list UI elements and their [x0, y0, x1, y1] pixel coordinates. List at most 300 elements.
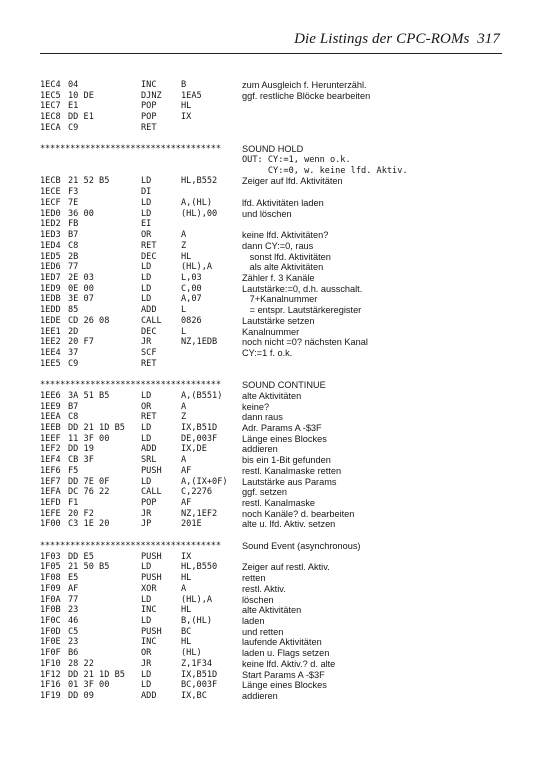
mnemonic: DI	[141, 187, 152, 198]
comment: keine?	[242, 401, 270, 412]
mnemonic: ADD	[141, 690, 157, 701]
mnemonic: LD	[141, 176, 152, 187]
comment: 7+Kanalnummer	[242, 294, 318, 305]
address: 1F0F	[40, 648, 61, 659]
listing-row	[40, 262, 510, 273]
operand: BC,003F	[181, 680, 218, 691]
hex-bytes: 46	[68, 615, 79, 626]
hex-bytes: 20 F2	[68, 508, 94, 519]
operand: HL	[181, 605, 192, 616]
section-title: SOUND CONTINUE	[242, 380, 326, 391]
listing-row	[40, 294, 510, 305]
comment: ggf. restliche Blöcke bearbeiten	[242, 90, 371, 101]
comment: löschen	[242, 594, 274, 605]
operand: A	[181, 455, 187, 466]
hex-bytes: 21 52 B5	[68, 176, 110, 187]
hex-bytes: DD E5	[68, 551, 94, 562]
mnemonic: JR	[141, 337, 152, 348]
comment: restl. Kanalmaske	[242, 498, 316, 509]
address: 1F0B	[40, 605, 61, 616]
address: 1ECF	[40, 197, 61, 208]
hex-bytes: F5	[68, 465, 79, 476]
listing-row	[40, 176, 510, 187]
operand: A,(IX+0F)	[181, 476, 228, 487]
comment: addieren	[242, 690, 278, 701]
address: 1EDE	[40, 315, 61, 326]
hex-bytes: C9	[68, 122, 79, 133]
listing-row	[40, 91, 510, 102]
header-rule	[40, 53, 502, 54]
listing-row	[40, 477, 510, 488]
address: 1ED3	[40, 230, 61, 241]
operand: (HL),A	[181, 594, 213, 605]
mnemonic: SRL	[141, 455, 157, 466]
listing-row	[40, 509, 510, 520]
comment: Lautstärke aus Params	[242, 476, 337, 487]
comment: CY:=0, w. keine lfd. Aktiv.	[242, 165, 408, 176]
address: 1F00	[40, 519, 61, 530]
operand: HL	[181, 251, 192, 262]
address: 1F05	[40, 562, 61, 573]
address: 1F0D	[40, 626, 61, 637]
address: 1ECE	[40, 187, 61, 198]
comment: Lautstärke:=0, d.h. ausschalt.	[242, 283, 363, 294]
operand: L	[181, 326, 187, 337]
address: 1EEF	[40, 433, 61, 444]
mnemonic: OR	[141, 401, 152, 412]
operand: IX	[181, 112, 192, 123]
hex-bytes: CD 26 08	[68, 315, 110, 326]
operand: Z,1F34	[181, 658, 213, 669]
listing-row	[40, 466, 510, 477]
comment: keine lfd. Aktiv.? d. alte	[242, 658, 336, 669]
mnemonic: LD	[141, 669, 152, 680]
address: 1EFE	[40, 508, 61, 519]
hex-bytes: 2E 03	[68, 272, 94, 283]
address: 1EE4	[40, 347, 61, 358]
comment: addieren	[242, 444, 278, 455]
address: 1EC4	[40, 80, 61, 90]
hex-bytes: 04	[68, 80, 79, 90]
comment: = entspr. Lautstärkeregister	[242, 305, 362, 316]
page-number: 317	[477, 31, 500, 47]
address: 1EF7	[40, 476, 61, 487]
address: 1EC8	[40, 112, 61, 123]
listing-row	[40, 359, 510, 370]
hex-bytes: E5	[68, 573, 79, 584]
listing-row	[40, 327, 510, 338]
listing-row	[40, 402, 510, 413]
address: 1EC7	[40, 101, 61, 112]
comment: alte Aktivitäten	[242, 605, 302, 616]
hex-bytes: CB 3F	[68, 455, 94, 466]
hex-bytes: 77	[68, 262, 79, 273]
comment: Kanalnummer	[242, 326, 300, 337]
mnemonic: DJNZ	[141, 90, 162, 101]
operand: NZ,1EDB	[181, 337, 218, 348]
comment: dann raus	[242, 412, 283, 423]
comment: alte Aktivitäten	[242, 390, 302, 401]
comment: als alte Aktivitäten	[242, 262, 324, 273]
operand: Z	[181, 412, 187, 423]
listing-row	[40, 198, 510, 209]
address: 1F0C	[40, 615, 61, 626]
comment: dann CY:=0, raus	[242, 240, 314, 251]
comment: restl. Kanalmaske retten	[242, 465, 342, 476]
listing-row	[40, 230, 510, 241]
listing-row	[40, 316, 510, 327]
mnemonic: INC	[141, 605, 157, 616]
listing-row	[40, 670, 510, 681]
address: 1EFD	[40, 498, 61, 509]
hex-bytes: B6	[68, 648, 79, 659]
running-header	[0, 31, 500, 48]
mnemonic: POP	[141, 101, 157, 112]
hex-bytes: 11 3F 00	[68, 433, 110, 444]
listing-row	[40, 391, 510, 402]
hex-bytes: 36 00	[68, 208, 94, 219]
address: 1ED6	[40, 262, 61, 273]
operand: C,2276	[181, 487, 213, 498]
comment: Länge eines Blockes	[242, 680, 327, 691]
comment: sonst lfd. Aktivitäten	[242, 251, 331, 262]
address: 1F16	[40, 680, 61, 691]
listing-row	[40, 680, 510, 691]
comment: lfd. Aktivitäten laden	[242, 197, 324, 208]
mnemonic: INC	[141, 80, 157, 90]
mnemonic: JR	[141, 508, 152, 519]
hex-bytes: DC 76 22	[68, 487, 110, 498]
listing-row	[40, 155, 510, 166]
comment: laufende Aktivitäten	[242, 637, 322, 648]
listing-row	[40, 627, 510, 638]
hex-bytes: 01 3F 00	[68, 680, 110, 691]
operand: (HL),A	[181, 262, 213, 273]
mnemonic: LD	[141, 433, 152, 444]
operand: AF	[181, 498, 192, 509]
operand: (HL)	[181, 648, 202, 659]
comment: retten	[242, 573, 266, 584]
listing-row	[40, 637, 510, 648]
address: 1EDB	[40, 294, 61, 305]
listing-row	[40, 337, 510, 348]
comment: keine lfd. Aktivitäten?	[242, 230, 329, 241]
mnemonic: LD	[141, 197, 152, 208]
address: 1ED4	[40, 240, 61, 251]
mnemonic: DEC	[141, 326, 157, 337]
mnemonic: LD	[141, 390, 152, 401]
comment: CY:=1 f. o.k.	[242, 347, 293, 358]
hex-bytes: DD 09	[68, 690, 94, 701]
listing-row	[40, 412, 510, 423]
mnemonic: RET	[141, 412, 157, 423]
separator-stars: ************************************	[40, 380, 221, 391]
section-heading-row	[40, 380, 510, 391]
comment: Zähler f. 3 Kanäle	[242, 272, 315, 283]
comment: Zeiger auf lfd. Aktivitäten	[242, 176, 343, 187]
mnemonic: INC	[141, 637, 157, 648]
hex-bytes: 21 50 B5	[68, 562, 110, 573]
mnemonic: DEC	[141, 251, 157, 262]
hex-bytes: DD 19	[68, 444, 94, 455]
listing-row	[40, 573, 510, 584]
listing-row	[40, 80, 510, 91]
address: 1ED0	[40, 208, 61, 219]
address: 1F19	[40, 690, 61, 701]
section-title: Sound Event (asynchronous)	[242, 540, 361, 551]
address: 1EE5	[40, 358, 61, 369]
operand: NZ,1EF2	[181, 508, 218, 519]
operand: A,(B551)	[181, 390, 223, 401]
hex-bytes: C3 1E 20	[68, 519, 110, 530]
listing-row	[40, 605, 510, 616]
listing-row	[40, 584, 510, 595]
mnemonic: XOR	[141, 583, 157, 594]
address: 1ECB	[40, 176, 61, 187]
mnemonic: ADD	[141, 444, 157, 455]
listing-row	[40, 659, 510, 670]
listing-row	[40, 273, 510, 284]
mnemonic: CALL	[141, 315, 162, 326]
listing-row	[40, 348, 510, 359]
assembly-listing	[40, 80, 510, 702]
mnemonic: PUSH	[141, 465, 162, 476]
mnemonic: LD	[141, 476, 152, 487]
operand: HL	[181, 573, 192, 584]
mnemonic: LD	[141, 272, 152, 283]
mnemonic: JP	[141, 519, 152, 530]
address: 1EE2	[40, 337, 61, 348]
operand: BC	[181, 626, 192, 637]
hex-bytes: 7E	[68, 197, 79, 208]
hex-bytes: 2B	[68, 251, 79, 262]
operand: (HL),00	[181, 208, 218, 219]
hex-bytes: AF	[68, 583, 79, 594]
hex-bytes: DD 7E 0F	[68, 476, 110, 487]
comment: OUT: CY:=1, wenn o.k.	[242, 155, 351, 166]
hex-bytes: B7	[68, 230, 79, 241]
listing-row	[40, 101, 510, 112]
operand: C,00	[181, 283, 202, 294]
mnemonic: OR	[141, 648, 152, 659]
hex-bytes: DD E1	[68, 112, 94, 123]
operand: HL	[181, 637, 192, 648]
separator-stars: ************************************	[40, 540, 221, 551]
blank-line	[40, 369, 510, 380]
hex-bytes: B7	[68, 401, 79, 412]
mnemonic: PUSH	[141, 573, 162, 584]
operand: HL	[181, 101, 192, 112]
mnemonic: LD	[141, 680, 152, 691]
mnemonic: LD	[141, 594, 152, 605]
blank-line	[40, 134, 510, 145]
comment: Lautstärke setzen	[242, 315, 315, 326]
comment: noch Kanäle? d. bearbeiten	[242, 508, 355, 519]
address: 1EF2	[40, 444, 61, 455]
mnemonic: PUSH	[141, 626, 162, 637]
address: 1F0E	[40, 637, 61, 648]
hex-bytes: 0E 00	[68, 283, 94, 294]
hex-bytes: 23	[68, 605, 79, 616]
operand: DE,003F	[181, 433, 218, 444]
blank-line	[40, 530, 510, 541]
hex-bytes: F3	[68, 187, 79, 198]
address: 1EFA	[40, 487, 61, 498]
hex-bytes: C8	[68, 412, 79, 423]
operand: Z	[181, 240, 187, 251]
mnemonic: LD	[141, 262, 152, 273]
address: 1EE1	[40, 326, 61, 337]
comment: und löschen	[242, 208, 292, 219]
mnemonic: EI	[141, 219, 152, 230]
hex-bytes: 37	[68, 347, 79, 358]
hex-bytes: 2D	[68, 326, 79, 337]
operand: IX,B51D	[181, 669, 218, 680]
operand: 0826	[181, 315, 202, 326]
comment: Länge eines Blockes	[242, 433, 327, 444]
address: 1EDD	[40, 305, 61, 316]
hex-bytes: E1	[68, 101, 79, 112]
listing-row	[40, 487, 510, 498]
mnemonic: OR	[141, 230, 152, 241]
header-title: Die Listings der CPC-ROMs	[294, 31, 470, 47]
hex-bytes: DD 21 1D B5	[68, 669, 125, 680]
comment: und retten	[242, 626, 284, 637]
hex-bytes: C5	[68, 626, 79, 637]
hex-bytes: 20 F7	[68, 337, 94, 348]
listing-row	[40, 519, 510, 530]
listing-row	[40, 209, 510, 220]
address: 1ED7	[40, 272, 61, 283]
mnemonic: POP	[141, 498, 157, 509]
operand: B	[181, 80, 187, 90]
operand: HL,B552	[181, 176, 218, 187]
address: 1EC5	[40, 90, 61, 101]
address: 1ECA	[40, 122, 61, 133]
hex-bytes: 77	[68, 594, 79, 605]
listing-row	[40, 423, 510, 434]
operand: L	[181, 305, 187, 316]
mnemonic: SCF	[141, 347, 157, 358]
operand: 201E	[181, 519, 202, 530]
mnemonic: LD	[141, 423, 152, 433]
listing-row	[40, 123, 510, 134]
operand: 1EA5	[181, 90, 202, 101]
listing-row	[40, 691, 510, 702]
hex-bytes: 28 22	[68, 658, 94, 669]
listing-row	[40, 498, 510, 509]
hex-bytes: 3E 07	[68, 294, 94, 305]
address: 1F08	[40, 573, 61, 584]
address: 1ED9	[40, 283, 61, 294]
address: 1EE9	[40, 401, 61, 412]
mnemonic: JR	[141, 658, 152, 669]
listing-row	[40, 444, 510, 455]
operand: A,07	[181, 294, 202, 305]
operand: AF	[181, 465, 192, 476]
listing-row	[40, 305, 510, 316]
mnemonic: CALL	[141, 487, 162, 498]
mnemonic: POP	[141, 112, 157, 123]
section-heading-row	[40, 144, 510, 155]
operand: A	[181, 583, 187, 594]
mnemonic: ADD	[141, 305, 157, 316]
listing-row	[40, 252, 510, 263]
mnemonic: RET	[141, 240, 157, 251]
comment: laden	[242, 615, 265, 626]
hex-bytes: C8	[68, 240, 79, 251]
section-heading-row	[40, 541, 510, 552]
listing-row	[40, 434, 510, 445]
address: 1EF4	[40, 455, 61, 466]
listing-row	[40, 112, 510, 123]
operand: A	[181, 230, 187, 241]
operand: A,(HL)	[181, 197, 213, 208]
operand: L,03	[181, 272, 202, 283]
listing-row	[40, 241, 510, 252]
listing-row	[40, 187, 510, 198]
operand: IX,BC	[181, 690, 207, 701]
listing-row	[40, 648, 510, 659]
mnemonic: LD	[141, 294, 152, 305]
comment: bis ein 1-Bit gefunden	[242, 455, 331, 466]
address: 1ED5	[40, 251, 61, 262]
listing-row	[40, 562, 510, 573]
mnemonic: RET	[141, 122, 157, 133]
mnemonic: PUSH	[141, 551, 162, 562]
hex-bytes: C9	[68, 358, 79, 369]
listing-row	[40, 595, 510, 606]
listing-row	[40, 166, 510, 177]
section-title: SOUND HOLD	[242, 144, 304, 155]
address: 1F0A	[40, 594, 61, 605]
mnemonic: LD	[141, 208, 152, 219]
mnemonic: RET	[141, 358, 157, 369]
listing-row	[40, 552, 510, 563]
listing-row	[40, 284, 510, 295]
hex-bytes: 23	[68, 637, 79, 648]
comment: laden u. Flags setzen	[242, 648, 330, 659]
address: 1ED2	[40, 219, 61, 230]
comment: alte u. lfd. Aktiv. setzen	[242, 519, 336, 530]
address: 1F10	[40, 658, 61, 669]
operand: IX,B51D	[181, 423, 218, 433]
comment: restl. Aktiv.	[242, 583, 286, 594]
hex-bytes: F1	[68, 498, 79, 509]
listing-row	[40, 219, 510, 230]
comment: noch nicht =0? nächsten Kanal	[242, 337, 368, 348]
hex-bytes: 3A 51 B5	[68, 390, 110, 401]
listing-row	[40, 616, 510, 627]
operand: HL,B550	[181, 562, 218, 573]
address: 1EEB	[40, 423, 61, 433]
operand: A	[181, 401, 187, 412]
operand: IX,DE	[181, 444, 207, 455]
listing-row	[40, 455, 510, 466]
separator-stars: ************************************	[40, 144, 221, 155]
mnemonic: LD	[141, 283, 152, 294]
address: 1F03	[40, 551, 61, 562]
comment: Start Params A -$3F	[242, 669, 325, 680]
hex-bytes: FB	[68, 219, 79, 230]
address: 1EF6	[40, 465, 61, 476]
comment: zum Ausgleich f. Herunterzähl.	[242, 80, 367, 90]
hex-bytes: DD 21 1D B5	[68, 423, 125, 433]
operand: B,(HL)	[181, 615, 213, 626]
comment: Adr. Params A -$3F	[242, 423, 322, 433]
address: 1EEA	[40, 412, 61, 423]
operand: IX	[181, 551, 192, 562]
